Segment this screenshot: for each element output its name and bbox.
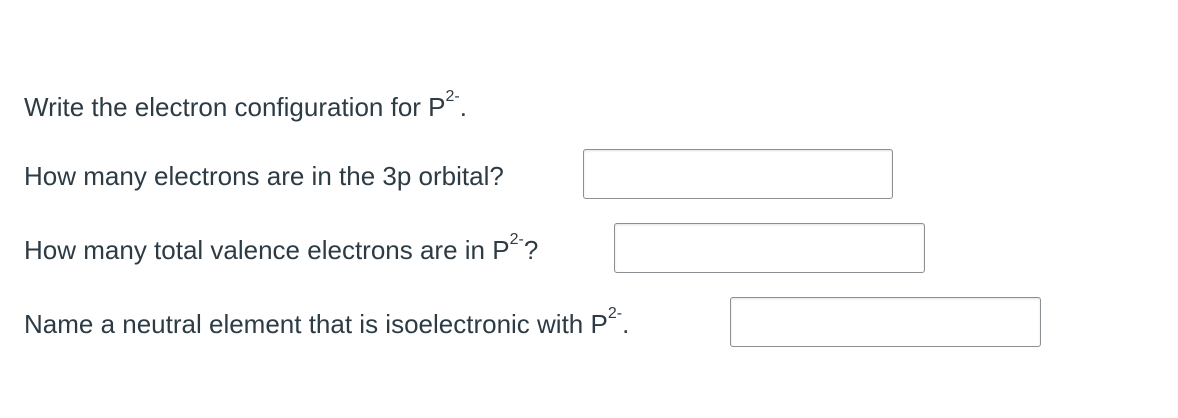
question-valence-electrons: How many total valence electrons are in P $^{2-}$ ? (24, 231, 539, 265)
question-suffix: ? (523, 235, 539, 265)
question-suffix: . (459, 92, 467, 122)
answer-valence-electrons-input[interactable] (614, 223, 925, 273)
question-text: Name a neutral element that is isoelectronic with P (24, 309, 608, 339)
question-text: How many electrons are in the 3p orbital? (24, 161, 504, 191)
question-text: Write the electron configuration for P (24, 92, 446, 122)
answer-3p-electrons-input[interactable] (583, 149, 893, 199)
question-electron-configuration: Write the electron configuration for P $^{2-}$ . (24, 88, 467, 122)
question-isoelectronic-element: Name a neutral element that is isoelectronic with P $^{2-}$ . (24, 305, 630, 339)
question-3p-electrons (24, 163, 504, 189)
answer-isoelectronic-element-input[interactable] (730, 297, 1041, 347)
question-text: How many total valence electrons are in P (24, 235, 510, 265)
question-suffix: . (622, 309, 630, 339)
